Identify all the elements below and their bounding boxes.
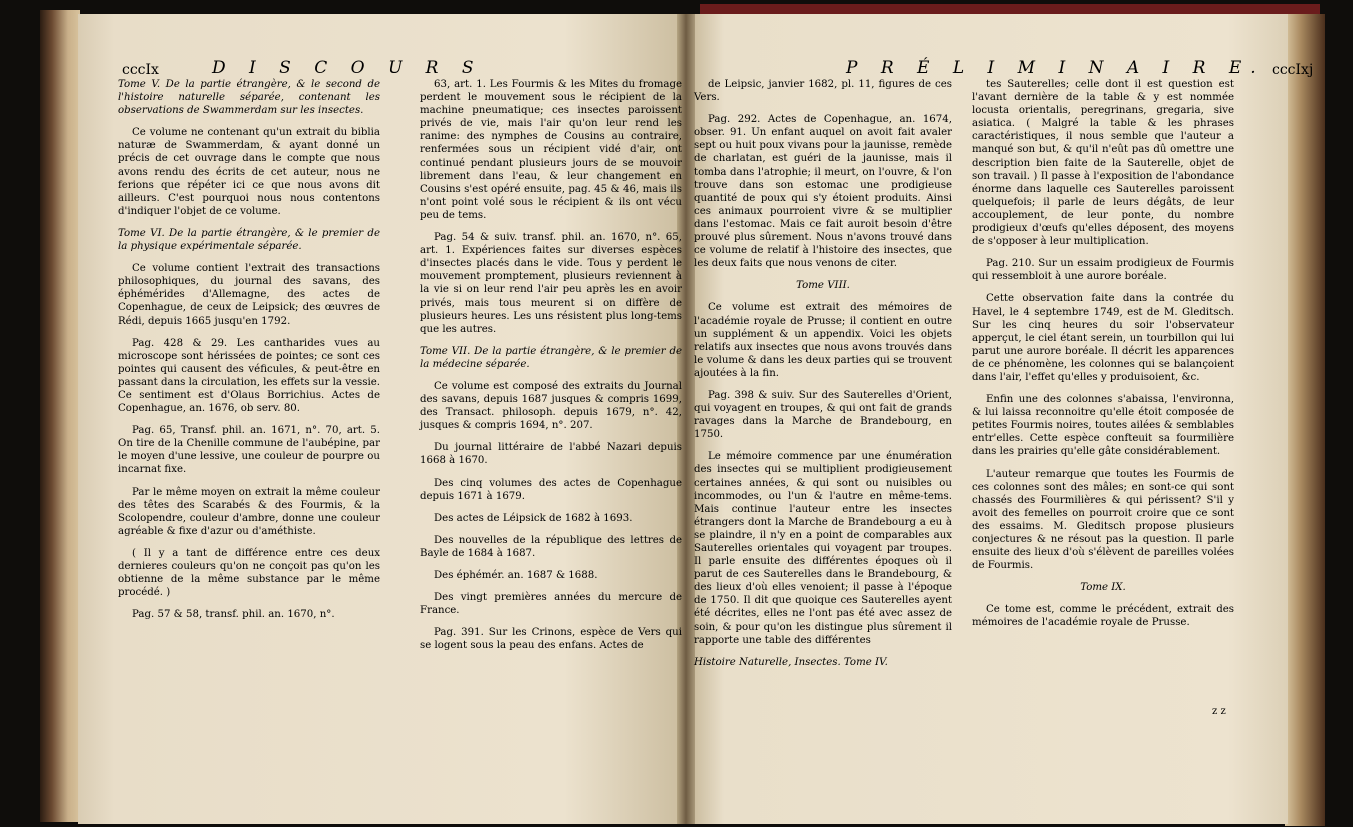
- paragraph: 63, art. 1. Les Fourmis & les Mites du fromage perdent le mouvement sous le récipient de la machine pneumatique; ces insectes paroissent privés de vie, mais l'air qu'on leur rend les ranime: des nymphes de Cousins au contraire, renfermées sous un récipient vidé d'air, ont continué pendant plusieurs jours de se mouvoir librement dans l'eau, & leur changement en Cousins s'est opéré ensuite, pag. 45 & 46, mais ils n'ont point volé sous le récipient & ils ont vécu peu de tems.: [420, 79, 682, 221]
- section-heading: Tome V. De la partie étrangère, & le second de l'histoire naturelle séparée, contenant les observations de Swammerdam sur les insectes.: [118, 79, 380, 117]
- right-column-1: [694, 78, 952, 678]
- paragraph: Des éphémér. an. 1687 & 1688.: [434, 570, 598, 581]
- page-stack-right: [1285, 14, 1325, 826]
- right-running-title: P R É L I M I N A I R E.: [846, 58, 1265, 78]
- paragraph: Pag. 54 & suiv. transf. phil. an. 1670, n°. 65, art. 1. Expériences faites sur diverses espèces d'insectes placés dans le vide. Tous y perdent le mouvement promptement, plusieurs reviennent à la vie si on leur rend l'air peu après les en avoir privés, mais tous meurent si on diffère de plusieurs heures. Les uns résistent plus long-tems que les autres.: [420, 232, 682, 335]
- paragraph: Des cinq volumes des actes de Copenhague depuis 1671 à 1679.: [420, 477, 682, 502]
- paragraph: Ce volume contient l'extrait des transactions philosophiques, du journal des savans, des éphémérides d'Allemagne, des actes de Copenhague, de ceux de Leipsick; des œuvres de Rédi, depuis 1665 jusqu'en 1792.: [118, 263, 380, 327]
- signature-mark: z z: [1212, 706, 1226, 717]
- paragraph: Cette observation faite dans la contrée du Havel, le 4 septembre 1749, est de M. Gleditsch. Sur les cinq heures du soir l'observateur apperçut, le ciel étant serein, un tourbillon qui lui parut une aurore boréale. Il décrit les apparences de ce phénomène, les colonnes qui se balançoient dans l'air, l'effet qu'elles y produisoient, &c.: [972, 293, 1234, 383]
- paragraph: Ce tome est, comme le précédent, extrait des mémoires de l'académie royale de Prusse.: [972, 604, 1234, 629]
- right-column-2: [972, 78, 1234, 639]
- paragraph: Pag. 57 & 58, transf. phil. an. 1670, n°.: [132, 609, 335, 621]
- paragraph: Ce volume est extrait des mémoires de l'académie royale de Prusse; il contient en outre un supplément & un appendix. Voici les objets relatifs aux insectes que nous avons trouvés dans le volume & dans les deux parties qui se trouvent ajoutées à la fin.: [694, 302, 952, 379]
- section-heading: Tome VI. De la partie étrangère, & le premier de la physique expérimentale séparée.: [118, 227, 380, 253]
- paragraph: Des nouvelles de la république des lettres de Bayle de 1684 à 1687.: [420, 534, 682, 559]
- paragraph: Pag. 210. Sur un essaim prodigieux de Fourmis qui ressembloit à une aurore boréale.: [972, 258, 1234, 283]
- paragraph: Le mémoire commence par une énumération des insectes qui se multiplient prodigieusement certaines années, & qui sont ou nuisibles ou incommodes, ou l'un & l'autre en même-tems. Mais continue l'auteur entre les insectes étrangers dont la Marche de Brandebourg a eu à se plaindre, il n'y en a point de comparables aux Sauterelles orientales qui voyagent par troupes. Il parle ensuite des différentes époques où il parut de ces Sauterelles dans le Brandebourg, & des lieux d'où elles venoient; il passe à l'époque de 1750. Il dit que quoique ces Sauterelles ayent été décrites, elles ne l'ont pas été avec assez de soin, & pour qu'on les distingue plus sûrement il rapporte une table des différentes: [694, 451, 952, 646]
- paragraph: Des actes de Léipsick de 1682 à 1693.: [434, 512, 633, 524]
- section-heading: Tome IX.: [1080, 582, 1126, 594]
- paragraph: tes Sauterelles; celle dont il est question est l'avant dernière de la table & y est nommée locusta orientalis, peregrinans, gregaria, sive asiatica. ( Malgré la table & les phrases caractéristiques, il nous semble que l'auteur a manqué son but, & qu'il n'eût pas dû omettre une description bien faite de la Sauterelle, objet de son travail. ) Il passe à l'exposition de l'abondance énorme dans laquelle ces Sauterelles paroissent quelquefois; il parle de leurs dégâts, de leur accouplement, de leur ponte, du nombre prodigieux d'œufs qu'elles déposent, des moyens de s'opposer à leur multiplication.: [972, 79, 1234, 248]
- paragraph: Du journal littéraire de l'abbé Nazari depuis 1668 à 1670.: [420, 442, 682, 467]
- paragraph: Pag. 292. Actes de Copenhague, an. 1674, obser. 91. Un enfant auquel on avoit fait avaler sept ou huit poux vivans pour la jaunisse, remède de charlatan, est guéri de la jaunisse, mais il tomba dans l'atrophie; il meurt, on l'ouvre, & l'on trouve dans son estomac une prodigieuse quantité de poux qui s'y étoient produits. Ainsi ces animaux pourroient vivre & se multiplier dans l'estomac. Mais ce fait auroit besoin d'être prouvé plus sûrement. Nous n'avons trouvé dans ce volume de relatif à l'histoire des insectes, que les deux faits que nous venons de citer.: [694, 114, 952, 270]
- left-page-number: cccIx: [122, 62, 159, 78]
- paragraph: ( Il y a tant de différence entre ces deux dernieres couleurs qu'on ne conçoit pas qu'on les obtienne de la même substance par le même procédé. ): [118, 547, 380, 599]
- left-column-2: [420, 78, 682, 661]
- paragraph: Par le même moyen on extrait la même couleur des têtes des Scarabés & des Fourmis, & la Scolopendre, couleur d'ambre, donne une couleur agréable & fixe d'azur ou d'améthiste.: [118, 486, 380, 537]
- section-heading: Tome VIII.: [796, 280, 850, 292]
- paragraph: Pag. 428 & 29. Les cantharides vues au microscope sont hérissées de pointes; ce sont ces pointes qui causent des véficules, & peut-être en passant dans la circulation, les effets sur la vessie. Ce sentiment est d'Olaus Borrichius. Actes de Copenhague, an. 1676, ob serv. 80.: [118, 337, 381, 415]
- paragraph: L'auteur remarque que toutes les Fourmis de ces colonnes sont des mâles; en sont-ce qui sont chassés des Fourmilières & qui périssent? S'il y avoit des femelles on pourroit croire que ce sont des essaims. M. Gleditsch propose plusieurs conjectures & ne résout pas la question. Il parle ensuite des lieux d'où s'élèvent de pareilles volées de Fourmis.: [972, 468, 1234, 572]
- paragraph: Pag. 398 & suiv. Sur des Sauterelles d'Orient, qui voyagent en troupes, & qui ont fait de grands ravages dans la Marche de Brandebourg, en 1750.: [694, 389, 952, 441]
- section-heading: Histoire Naturelle, Insectes. Tome IV.: [694, 656, 888, 668]
- paragraph: Pag. 65, Transf. phil. an. 1671, n°. 70, art. 5. On tire de la Chenille commune de l'aubépine, par le moyen d'une lessive, une couleur de pourpre ou incarnat fixe.: [118, 425, 380, 476]
- paragraph: Pag. 391. Sur les Crinons, espèce de Vers qui se logent sous la peau des enfans. Actes de: [420, 627, 682, 652]
- right-page-number: cccIxj: [1272, 62, 1314, 78]
- section-heading: Tome VII. De la partie étrangère, & le premier de la médecine séparée.: [420, 345, 682, 370]
- paragraph: Des vingt premières années du mercure de France.: [420, 592, 682, 617]
- paragraph: Ce volume ne contenant qu'un extrait du biblia naturæ de Swammerdam, & ayant donné un précis de cet ouvrage dans le compte que nous avons rendu des écrits de cet auteur, nous ne ferions que répéter ici ce que nous avons dit ailleurs. C'est pourquoi nous nous contentons d'indiquer l'objet de ce volume.: [118, 127, 380, 217]
- paragraph: Enfin une des colonnes s'abaissa, l'environna, & lui laissa reconnoitre qu'elle étoit composée de petites Fourmis noires, toutes ailées & semblables entr'elles. Cette espèce confteuit sa fourmilière dans les prairies qu'elle gâte considérablement.: [972, 394, 1234, 458]
- paragraph: Ce volume est composé des extraits du Journal des savans, depuis 1687 jusques & compris 1699, des Transact. philosoph. depuis 1679, n°. 42, jusques & compris 1694, n°. 207.: [420, 380, 682, 432]
- left-column-1: [118, 78, 380, 630]
- page-stack-left: [40, 10, 80, 822]
- paragraph: de Leipsic, janvier 1682, pl. 11, figures de ces Vers.: [694, 79, 952, 104]
- left-running-title: D I S C O U R S: [212, 58, 483, 78]
